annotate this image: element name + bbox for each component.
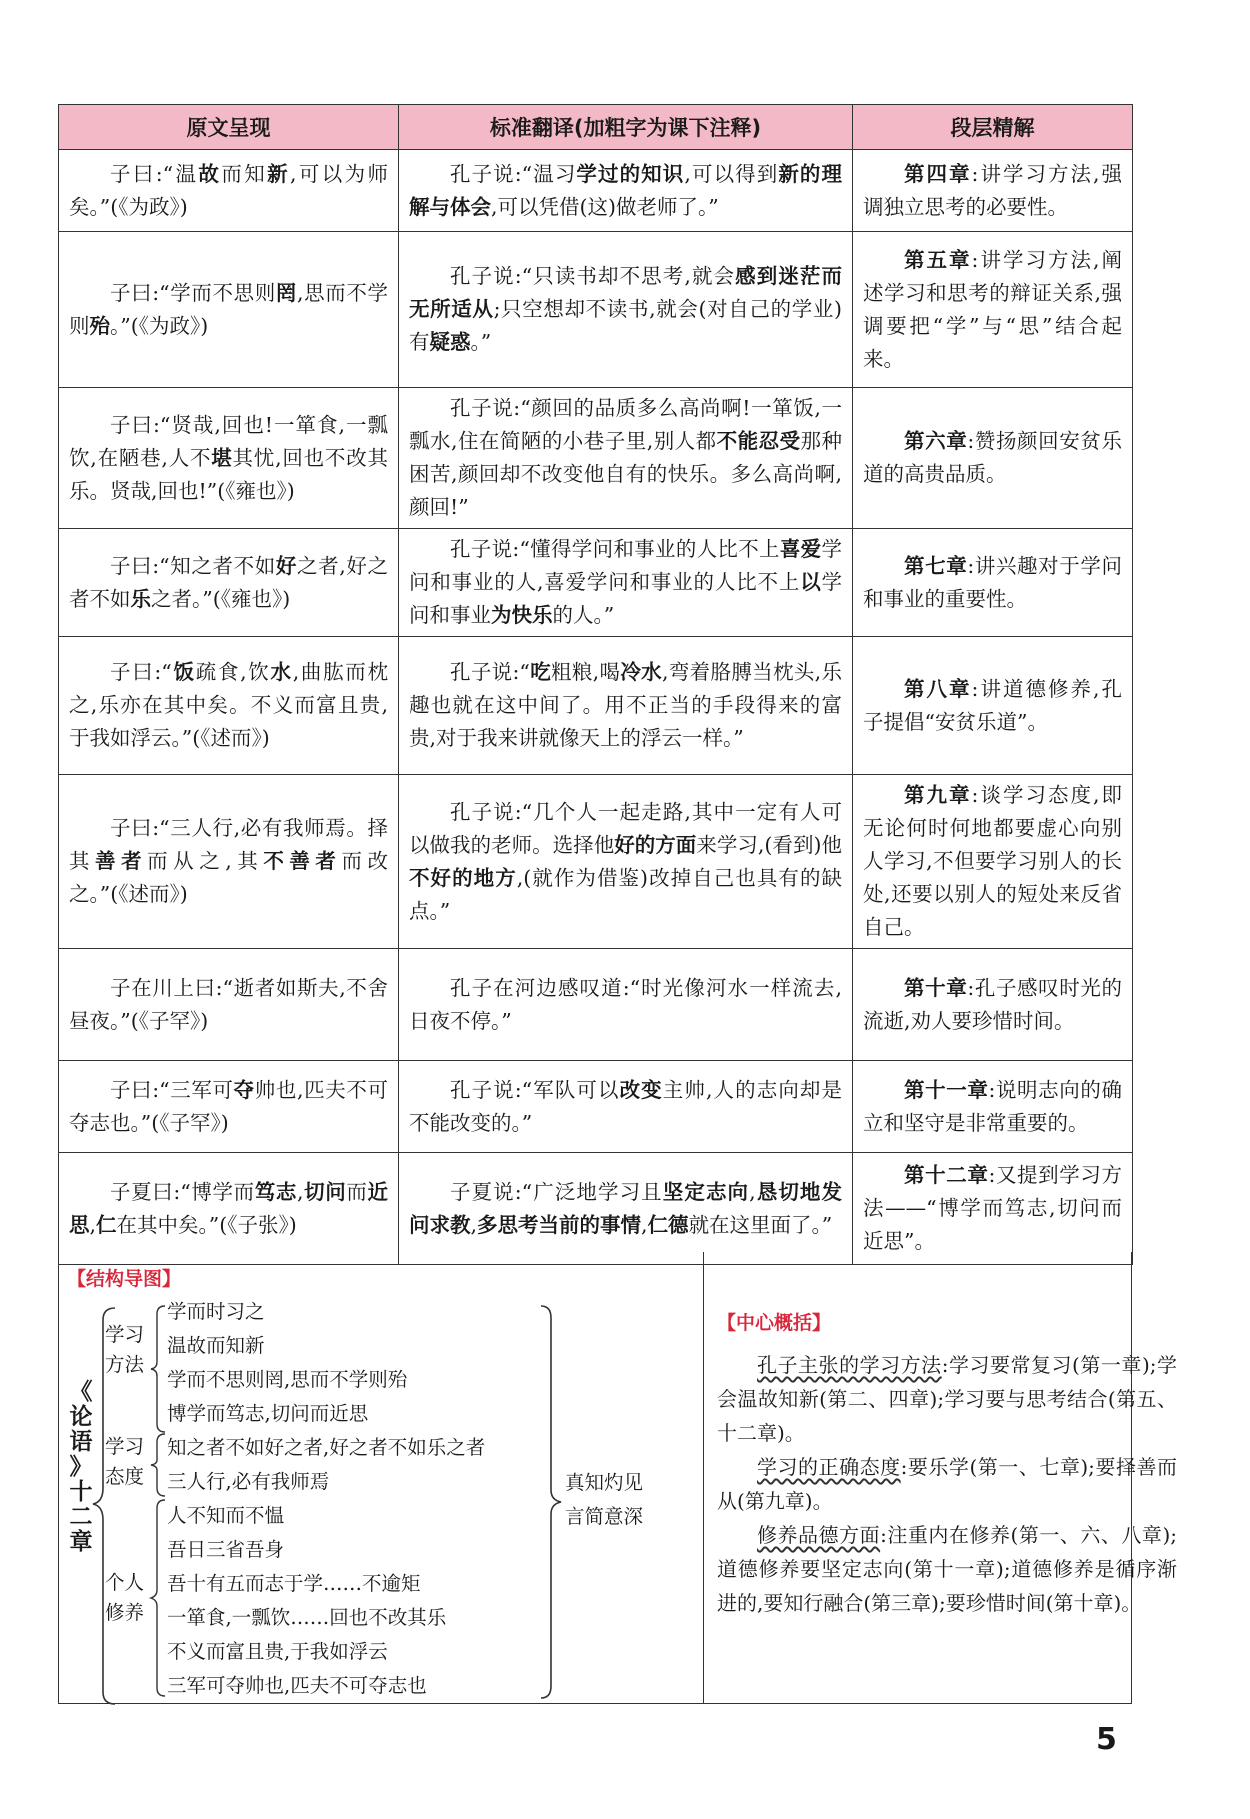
text-segment: 而知 — [221, 161, 268, 186]
text-segment: 而改之。”(《述而》) — [69, 849, 389, 906]
bold-term: 近思 — [69, 1179, 389, 1237]
analysis-cell — [853, 637, 1133, 775]
summary-paragraph — [717, 1348, 1177, 1450]
text-segment: ,(就作为借鉴)改掉自己也具有的缺点。” — [409, 865, 842, 923]
table-row — [59, 1153, 1133, 1265]
map-item: 吾十有五而志于学……不逾矩 — [167, 1572, 421, 1595]
text-segment: :讲学习方法,强调独立思考的必要性。 — [863, 161, 1122, 219]
table-row — [59, 637, 1133, 775]
map-item: 一箪食,一瓢饮……回也不改其乐 — [167, 1606, 447, 1629]
table-row — [59, 949, 1133, 1061]
text-segment: , — [749, 1179, 756, 1204]
map-item: 三人行,必有我师焉 — [167, 1470, 330, 1493]
summary-paragraph — [717, 1450, 1177, 1518]
original-cell — [59, 775, 399, 949]
bold-term: 夺 — [233, 1077, 255, 1102]
text-segment: 孔子说:“温习 — [450, 161, 577, 186]
title-char: 论 — [69, 1404, 93, 1430]
bold-term: 第十一章 — [904, 1077, 989, 1102]
analysis-cell — [853, 1153, 1133, 1265]
text-segment: 子曰:“贤哉,回也!一箪食,一瓢饮,在陋巷,人不 — [69, 412, 388, 470]
analysis-cell — [853, 1061, 1133, 1153]
group-brace-icon — [149, 1432, 167, 1498]
text-segment: 孔子说:“ — [450, 660, 530, 684]
text-segment: :要乐学(第一、七章);要择善而从(第九章)。 — [717, 1455, 1177, 1513]
map-item: 不义而富且贵,于我如浮云 — [167, 1640, 388, 1663]
text-segment: , — [470, 1212, 478, 1237]
text-segment: 子在川上曰:“逝者如斯夫,不舍昼夜。”(《子罕》) — [69, 975, 388, 1033]
text-segment: 帅也,匹夫不可夺志也。”(《子罕》) — [69, 1077, 388, 1135]
text-segment: 孔子说:“只读书却不思考,就会 — [450, 264, 736, 288]
translation-cell — [399, 1061, 853, 1153]
original-cell — [59, 949, 399, 1061]
map-item: 人不知而不愠 — [167, 1504, 285, 1527]
table-row — [59, 150, 1133, 232]
text-segment: 子曰:“ — [110, 660, 172, 684]
text-segment: ,弯着胳膊当枕头,乐趣也就在这中间了。用不正当的手段得来的富贵,对于我来讲就像天上的浮云一样。” — [409, 660, 842, 750]
text-segment: ;只空想却不读书,就会(对自己的学业)有 — [409, 297, 842, 354]
bold-term: 冷水 — [620, 660, 663, 684]
text-segment: 就在这里面了。” — [688, 1212, 833, 1237]
bold-term: 学过的知识 — [576, 161, 685, 186]
text-segment: 。”(《为政》) — [110, 313, 209, 338]
bold-term: 第四章 — [904, 161, 972, 186]
bold-term: 疑惑 — [429, 330, 471, 354]
text-segment: 而 — [346, 1179, 368, 1204]
summary-tag: 【中心概括】 — [717, 1312, 832, 1334]
title-char: 语 — [69, 1429, 93, 1455]
text-segment: ,可以得到 — [684, 161, 779, 186]
group-brace-icon — [149, 1304, 167, 1434]
bold-term: 第七章 — [904, 553, 968, 578]
bold-term: 喜爱 — [779, 537, 822, 561]
text-segment: 孔子在河边感叹道:“时光像河水一样流去,日夜不停。” — [409, 975, 842, 1033]
title-char: 》 — [69, 1454, 93, 1480]
map-item: 学而不思则罔,思而不学则殆 — [167, 1368, 408, 1391]
text-segment: 疏食,饮 — [195, 660, 271, 684]
text-segment: , — [297, 1179, 304, 1204]
text-segment: :讲道德修养,孔子提倡“安贫乐道”。 — [863, 676, 1122, 734]
bold-term: 好的方面 — [614, 832, 697, 857]
page-number: 5 — [1096, 1722, 1117, 1757]
bold-term: 第九章 — [904, 783, 972, 807]
bold-term: 不好的地方 — [409, 865, 517, 890]
main-table — [58, 104, 1133, 1265]
translation-cell — [399, 529, 853, 637]
map-item: 温故而知新 — [167, 1334, 265, 1357]
translation-cell — [399, 1153, 853, 1265]
text-segment: 孔子说:“懂得学问和事业的人比不上 — [450, 537, 780, 561]
section-divider — [703, 1252, 704, 1703]
bold-term: 善者 — [95, 849, 148, 873]
original-cell — [59, 1153, 399, 1265]
original-cell — [59, 529, 399, 637]
text-segment: 子夏说:“广泛地学习且 — [450, 1179, 663, 1204]
bold-term: 好 — [275, 553, 297, 578]
original-cell — [59, 637, 399, 775]
text-segment: 孔子说:“几个人一起走路,其中一定有人可以做我的老师。选择他 — [409, 799, 842, 857]
bold-term: 改变 — [619, 1077, 663, 1102]
bold-term: 吃 — [529, 660, 552, 684]
text-segment: ,可以凭借(这)做老师了。” — [491, 194, 719, 219]
table-row — [59, 388, 1133, 529]
summary-heading: 孔子主张的学习方法 — [757, 1353, 942, 1377]
text-segment: 孔子说:“颜回的品质多么高尚啊!一箪饭,一瓢水,住在简陋的小巷子里,别人都 — [409, 396, 842, 453]
bold-term: 仁 — [96, 1212, 117, 1237]
bold-term: 殆 — [89, 313, 110, 338]
map-item: 博学而笃志,切问而近思 — [167, 1402, 369, 1425]
text-segment: ,曲肱而枕之,乐亦在其中矣。不义而富且贵,于我如浮云。”(《述而》) — [69, 660, 389, 750]
text-segment: 其忧,回也不改其乐。贤哉,回也!”(《雍也》) — [69, 445, 388, 503]
analysis-cell — [853, 775, 1133, 949]
summary-heading: 修养品德方面 — [757, 1523, 881, 1547]
text-segment: 之者,好之者不如 — [69, 553, 388, 611]
bold-term: 为快乐 — [491, 603, 553, 627]
translation-cell — [399, 775, 853, 949]
bold-term: 故 — [198, 161, 222, 186]
bold-term: 第六章 — [904, 429, 968, 453]
title-char: 章 — [69, 1529, 93, 1555]
text-segment: 学问和事业 — [409, 570, 843, 627]
text-segment: 来学习,(看到)他 — [696, 832, 843, 857]
text-segment: :注重内在修养(第一、六、八章);道德修养要坚定志向(第十一章);道德修养是循序渐进的,要知行融合(第三章);要珍惜时间(第十章)。 — [717, 1523, 1177, 1615]
summary-paragraph — [717, 1518, 1177, 1620]
text-segment: :讲兴趣对于学问和事业的重要性。 — [863, 553, 1122, 611]
original-cell — [59, 232, 399, 388]
map-item: 三军可夺帅也,匹夫不可夺志也 — [167, 1674, 427, 1697]
text-segment: , — [89, 1212, 97, 1237]
bold-term: 第十章 — [904, 975, 968, 1000]
group-brace-icon — [149, 1498, 167, 1698]
bold-term: 第八章 — [904, 676, 972, 701]
translation-cell — [399, 150, 853, 232]
bold-term: 仁德 — [647, 1212, 689, 1237]
bold-term: 切问 — [303, 1179, 347, 1204]
text-segment: 粗粮,喝 — [551, 660, 621, 684]
bold-term: 坚定志向 — [662, 1179, 750, 1204]
header-translation: 标准翻译(加粗字为课下注释) — [399, 105, 853, 150]
text-segment: :赞扬颜回安贫乐道的高贵品质。 — [863, 429, 1122, 486]
structure-map-tag: 【结构导图】 — [67, 1268, 182, 1290]
text-segment: 的人。” — [552, 603, 615, 627]
map-item: 知之者不如好之者,好之者不如乐之者 — [167, 1436, 486, 1459]
text-segment: :又提到学习方法——“博学而笃志,切问而近思”。 — [863, 1163, 1122, 1253]
text-segment: ,可以为师矣。”(《为政》) — [69, 161, 389, 219]
text-segment: ,思而不学则 — [69, 280, 388, 338]
translation-cell — [399, 949, 853, 1061]
text-segment: 子曰:“温 — [110, 161, 199, 186]
right-brace-icon — [539, 1304, 563, 1700]
text-segment: :学习要常复习(第一章);学会温故知新(第二、四章);学习要与思考结合(第五、十二章)。 — [717, 1353, 1178, 1445]
translation-cell — [399, 637, 853, 775]
original-cell — [59, 388, 399, 529]
bold-term: 多思考当前的事情 — [477, 1212, 642, 1237]
analysis-cell — [853, 388, 1133, 529]
bold-term: 以 — [800, 570, 822, 594]
translation-cell — [399, 232, 853, 388]
summary-text — [717, 1348, 1177, 1620]
text-segment: :孔子感叹时光的流逝,劝人要珍惜时间。 — [863, 975, 1122, 1033]
table-row — [59, 775, 1133, 949]
text-segment: 子曰:“三人行,必有我师焉。择其 — [69, 816, 388, 873]
bold-term: 乐 — [130, 586, 151, 611]
analysis-cell — [853, 150, 1133, 232]
text-segment: 在其中矣。”(《子张》) — [116, 1212, 297, 1237]
text-segment: 学问和事业的人,喜爱学问和事业的人比不上 — [409, 537, 842, 594]
text-segment: 子曰:“三军可 — [110, 1077, 234, 1102]
text-segment: 那种困苦,颜回却不改变他自有的快乐。多么高尚啊,颜回!” — [409, 429, 843, 519]
original-cell — [59, 1061, 399, 1153]
group-label-cultivation: 个人 修养 — [105, 1571, 145, 1624]
group-label-method: 学习 方法 — [105, 1323, 145, 1376]
title-char: 十 — [69, 1479, 93, 1505]
text-segment: 而从之,其 — [147, 849, 264, 873]
bottom-section — [58, 1252, 1178, 1704]
text-segment: :说明志向的确立和坚守是非常重要的。 — [863, 1077, 1122, 1135]
analysis-cell — [853, 529, 1133, 637]
original-cell — [59, 150, 399, 232]
bold-term: 第五章 — [904, 247, 972, 272]
map-item: 学而时习之 — [167, 1300, 265, 1323]
bold-term: 恳切地发问求教 — [409, 1179, 843, 1237]
table-header-row — [59, 105, 1133, 150]
bold-term: 水 — [270, 660, 293, 684]
text-segment: 。” — [470, 330, 492, 354]
table-row — [59, 529, 1133, 637]
bold-term: 罔 — [275, 280, 297, 305]
table-row — [59, 1061, 1133, 1153]
map-conclusion: 真知灼见 言简意深 — [565, 1471, 644, 1528]
translation-cell — [399, 388, 853, 529]
text-segment: 孔子说:“军队可以 — [450, 1077, 620, 1102]
map-item: 吾日三省吾身 — [167, 1538, 285, 1561]
bold-term: 新 — [267, 161, 290, 186]
text-segment: , — [641, 1212, 648, 1237]
bold-term: 不善者 — [263, 849, 342, 873]
text-segment: :讲学习方法,阐述学习和思考的辩证关系,强调要把“学”与“思”结合起来。 — [863, 247, 1122, 371]
bold-term: 笃志 — [254, 1179, 297, 1204]
analysis-cell — [853, 949, 1133, 1061]
text-segment: 子夏曰:“博学而 — [110, 1179, 255, 1204]
group-label-attitude: 学习 态度 — [105, 1435, 145, 1488]
bold-term: 感到迷茫而无所适从 — [409, 264, 843, 321]
bold-term: 不能忍受 — [716, 429, 801, 453]
bold-term: 第十二章 — [904, 1163, 989, 1187]
bold-term: 饭 — [171, 660, 196, 684]
bold-term: 新的理解与体会 — [409, 161, 843, 219]
header-original: 原文呈现 — [59, 105, 399, 150]
analysis-cell — [853, 232, 1133, 388]
text-segment: 之者。”(《雍也》) — [151, 586, 291, 611]
text-segment: :谈学习态度,即无论何时何地都要虚心向别人学习,不但要学习别人的长处,还要以别人的短处来反省自己。 — [863, 783, 1122, 939]
text-segment: 子曰:“学而不思则 — [110, 280, 276, 305]
text-segment: 主帅,人的志向却是不能改变的。” — [409, 1077, 842, 1135]
summary-heading: 学习的正确态度 — [757, 1455, 901, 1479]
title-char: 二 — [69, 1504, 93, 1530]
table-row — [59, 232, 1133, 388]
header-analysis: 段层精解 — [853, 105, 1133, 150]
bold-term: 堪 — [211, 445, 233, 470]
title-char: 《 — [69, 1379, 93, 1405]
text-segment: 子曰:“知之者不如 — [110, 553, 276, 578]
